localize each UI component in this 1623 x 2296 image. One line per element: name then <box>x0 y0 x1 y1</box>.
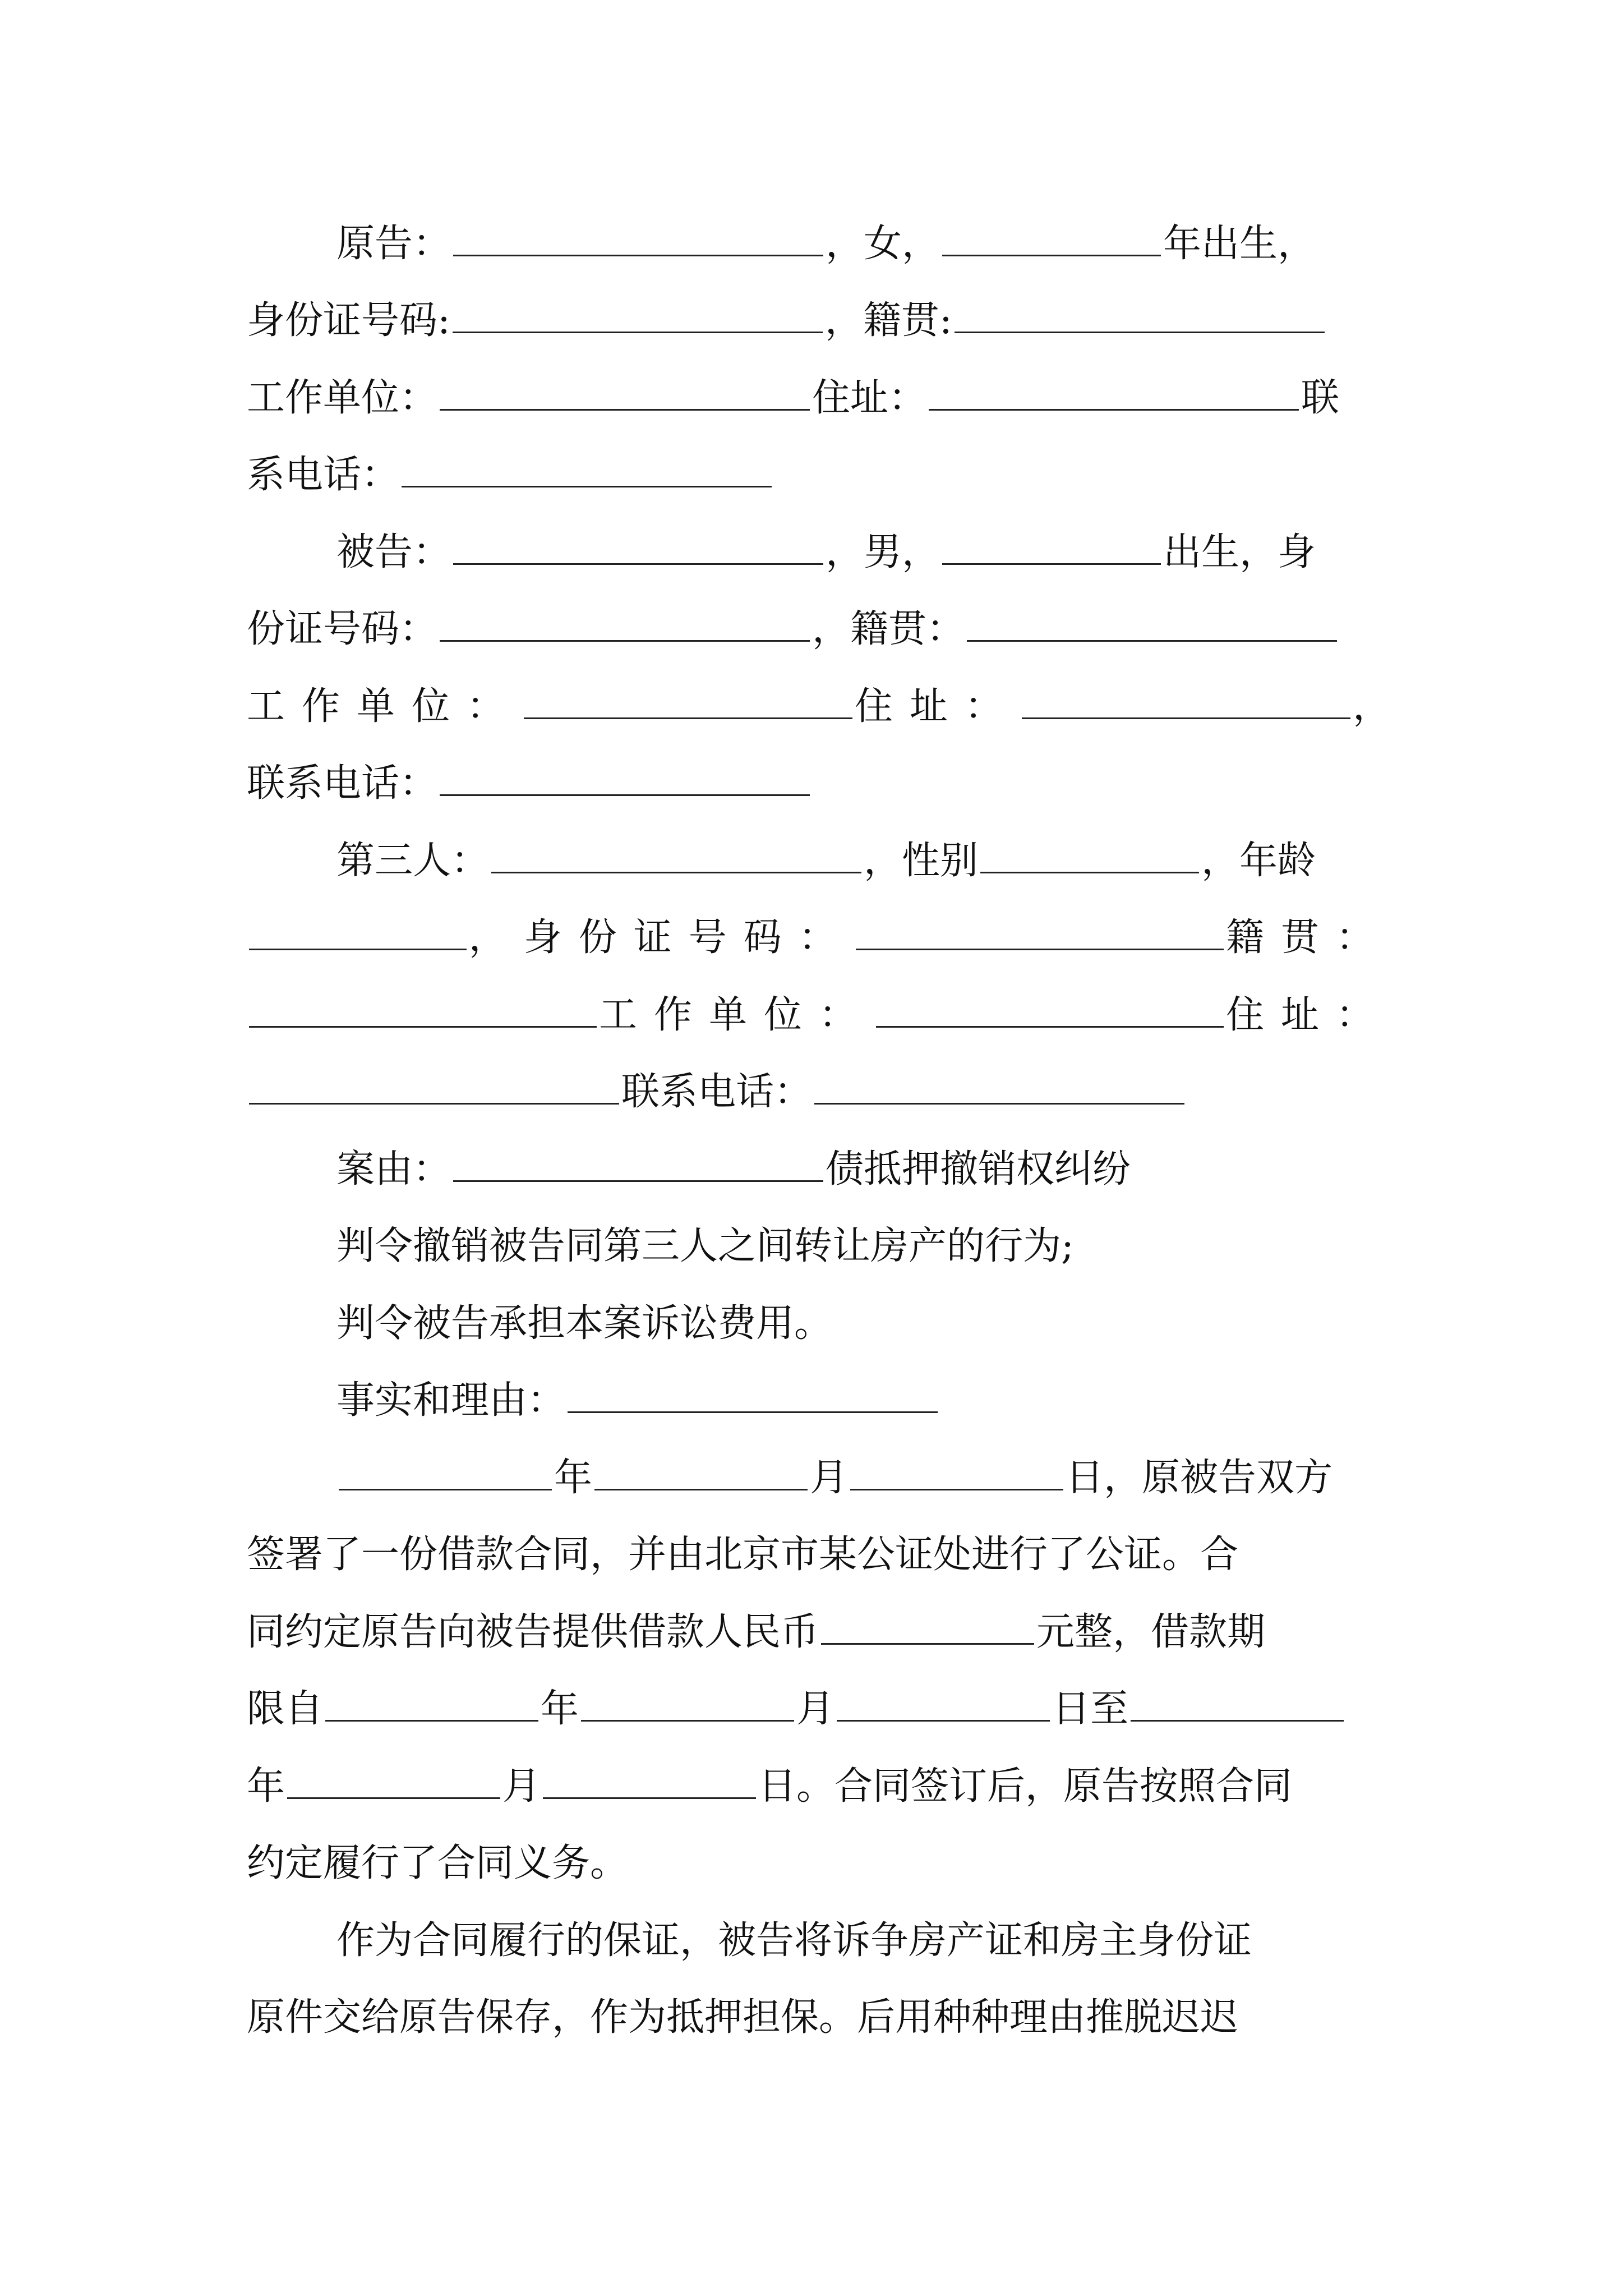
plaintiff-line-3 <box>247 370 1391 426</box>
end-month-blank <box>287 1763 500 1799</box>
claim-item <box>247 1218 1481 1274</box>
defendant-birth-text: 出生，身 <box>1163 530 1316 574</box>
facts-para2-line-1 <box>247 1913 1481 1969</box>
plaintiff-phone-label: 系电话： <box>247 453 400 497</box>
plaintiff-gender-text: ，女， <box>826 222 940 266</box>
sign-year-blank <box>339 1454 552 1490</box>
plaintiff-origin-label: ，籍贯: <box>824 298 952 343</box>
plaintiff-birth-blank <box>942 220 1161 256</box>
third-party-work-label: 工作单位： <box>598 993 874 1037</box>
defendant-id-label: 份证号码： <box>247 607 438 651</box>
sign-day-blank <box>850 1454 1063 1490</box>
claim-text: 判令被告承担本案诉讼费用。 <box>336 1301 833 1346</box>
start-month-blank <box>581 1685 794 1722</box>
third-party-name-blank <box>491 837 861 873</box>
facts-para2-line-2 <box>247 1990 1391 2046</box>
third-party-line-2 <box>247 910 1391 966</box>
defendant-gender-text: ，男， <box>826 530 940 574</box>
case-label: 案由： <box>336 1147 451 1191</box>
plaintiff-phone-blank <box>402 451 772 487</box>
third-party-phone-blank <box>814 1068 1184 1105</box>
year-text: 年 <box>554 1456 593 1500</box>
facts-line-5 <box>247 1759 1391 1815</box>
facts-text: 元整，借款期 <box>1036 1610 1266 1654</box>
plaintiff-id-blank <box>453 297 823 333</box>
facts-text: 作为合同履行的保证，被告将诉争房产证和房主身份证 <box>336 1918 1252 1963</box>
facts-heading-line <box>247 1373 1481 1429</box>
third-party-age-blank <box>249 914 467 950</box>
facts-line-6 <box>247 1835 1391 1892</box>
end-year-blank <box>1131 1685 1344 1722</box>
facts-text: 约定履行了合同义务。 <box>247 1841 629 1885</box>
third-party-id-blank <box>856 914 1224 950</box>
plaintiff-line-4 <box>247 447 1391 503</box>
third-party-addr-label: 住址： <box>1225 993 1391 1037</box>
third-party-work-blank <box>876 991 1224 1028</box>
plaintiff-birth-text: 年出生， <box>1163 222 1316 266</box>
plaintiff-line-2 <box>247 293 1391 349</box>
start-day-blank <box>837 1685 1050 1722</box>
sign-month-blank <box>594 1454 808 1490</box>
end-day-blank <box>543 1763 756 1799</box>
defendant-work-label: 工作单位： <box>247 684 522 729</box>
day-sign-text: 日，原被告双方 <box>1066 1456 1333 1500</box>
defendant-line-4 <box>247 756 1391 812</box>
facts-text: 同约定原告向被告提供借款人民币 <box>247 1610 819 1654</box>
facts-blank <box>568 1377 938 1413</box>
plaintiff-work-blank <box>440 374 810 411</box>
defendant-addr-label: 住址： <box>854 684 1020 729</box>
facts-text: 原件交给原告保存，作为抵押担保。后用种种理由推脱迟迟 <box>247 1995 1239 2040</box>
third-party-age-label: ，年龄 <box>1201 839 1316 883</box>
third-party-line-4 <box>247 1064 1391 1120</box>
defendant-work-blank <box>524 683 852 719</box>
case-cause: 债抵押撤销权纠纷 <box>826 1147 1131 1191</box>
month-text: 月 <box>810 1456 849 1500</box>
facts-line-1 <box>247 1450 1481 1506</box>
defendant-addr-blank <box>1022 683 1350 719</box>
third-party-gender-label: ，性别 <box>864 839 979 883</box>
facts-label: 事实和理由： <box>336 1378 566 1423</box>
defendant-name-blank <box>453 528 823 565</box>
plaintiff-work-label: 工作单位： <box>247 376 438 420</box>
plaintiff-phone-head: 联 <box>1301 376 1340 420</box>
defendant-id-blank <box>440 605 810 642</box>
defendant-line-3 <box>247 679 1391 735</box>
third-party-line-3 <box>247 987 1391 1043</box>
third-party-addr-blank <box>249 1068 619 1105</box>
claim-item <box>247 1296 1481 1352</box>
defendant-line-1 <box>247 524 1481 581</box>
claim-text: 判令撤销被告同第三人之间转让房产的行为; <box>336 1224 1074 1268</box>
defendant-phone-label: 联系电话： <box>247 761 438 806</box>
defendant-origin-blank <box>967 605 1337 642</box>
plaintiff-name-blank <box>453 220 823 256</box>
facts-text: 年 <box>247 1764 285 1809</box>
third-party-label: 第三人： <box>336 839 490 883</box>
third-party-id-label: ，身份证号码： <box>468 915 854 960</box>
third-party-phone-label: 联系电话： <box>621 1070 813 1114</box>
plaintiff-label: 原告： <box>336 222 451 266</box>
facts-line-2 <box>247 1527 1391 1583</box>
facts-line-4 <box>247 1681 1391 1737</box>
defendant-label: 被告： <box>336 530 451 574</box>
facts-line-3 <box>247 1604 1391 1660</box>
facts-text: 日至 <box>1052 1687 1129 1731</box>
third-party-origin-label: 籍贯： <box>1225 915 1391 960</box>
start-year-blank <box>325 1685 538 1722</box>
third-party-origin-blank <box>249 991 597 1028</box>
plaintiff-addr-blank <box>929 374 1299 411</box>
third-party-gender-blank <box>980 837 1199 873</box>
defendant-birth-blank <box>942 528 1161 565</box>
loan-amount-blank <box>821 1608 1034 1645</box>
defendant-line-2 <box>247 601 1391 657</box>
facts-text: 限自 <box>247 1687 324 1731</box>
case-blank <box>453 1145 823 1182</box>
facts-text: 月 <box>502 1764 541 1809</box>
facts-text: 年 <box>541 1687 579 1731</box>
case-line <box>247 1142 1481 1198</box>
facts-text: 日。合同签订后，原告按照合同 <box>758 1764 1293 1809</box>
defendant-comma: ， <box>1352 684 1391 729</box>
defendant-origin-label: ，籍贯： <box>812 607 965 651</box>
plaintiff-id-label: 身份证号码: <box>247 298 450 343</box>
plaintiff-origin-blank <box>955 297 1325 333</box>
plaintiff-addr-label: 住址： <box>812 376 927 420</box>
facts-text: 签署了一份借款合同，并由北京市某公证处进行了公证。合 <box>247 1533 1239 1577</box>
defendant-phone-blank <box>440 760 810 796</box>
facts-text: 月 <box>796 1687 835 1731</box>
plaintiff-line-1 <box>247 216 1481 272</box>
third-party-line-1 <box>247 833 1481 889</box>
